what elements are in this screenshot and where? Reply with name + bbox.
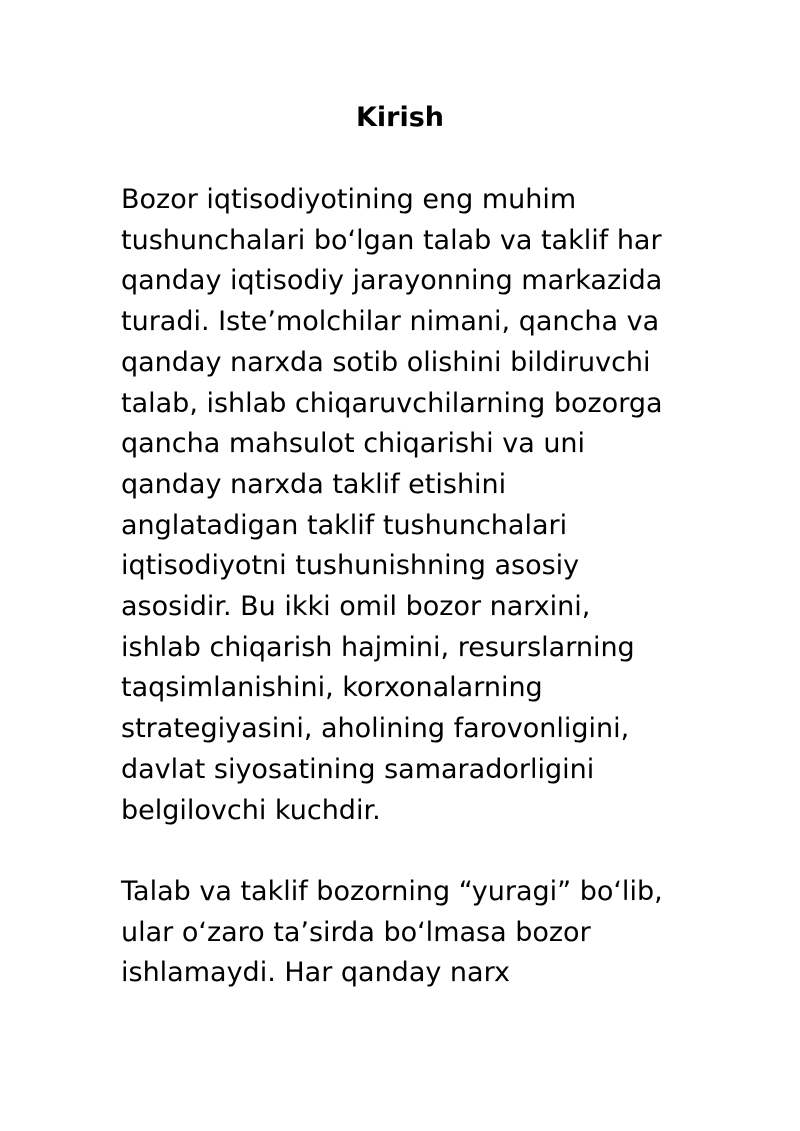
paragraph-1 [121, 180, 681, 831]
text-line: qanday iqtisodiy jarayonning markazida [121, 265, 663, 297]
paragraph-2 [121, 872, 681, 994]
text-line: turadi. Isteʼmolchilar nimani, qancha va [121, 306, 660, 338]
text-line: qanday narxda taklif etishini [121, 468, 507, 500]
paragraph-gap [121, 831, 681, 872]
text-line: taqsimlanishini, korxonalarning [121, 672, 543, 704]
page-title: Kirish [355, 102, 445, 133]
text-line: Bozor iqtisodiyotining eng muhim [121, 184, 577, 215]
text-line: asosidir. Bu ikki omil bozor narxini, [121, 591, 591, 623]
text-line: ishlamaydi. Har qanday narx [121, 957, 510, 989]
text-line: belgilovchi kuchdir. [121, 794, 381, 826]
text-line: ular oʻzaro taʼsirda boʻlmasa bozor [121, 916, 591, 948]
document-body [121, 180, 681, 994]
text-line: Talab va taklif bozorning “yuragi” boʻlib, [121, 875, 663, 907]
text-line: davlat siyosatining samaradorligini [121, 753, 595, 785]
text-line: qancha mahsulot chiqarishi va uni [121, 428, 586, 460]
text-line: ishlab chiqarish hajmini, resurslarning [121, 631, 635, 663]
text-line: qanday narxda sotib olishini bildiruvchi [121, 346, 651, 378]
text-line: talab, ishlab chiqaruvchilarning bozorga [121, 387, 663, 419]
text-line: tushunchalari boʻlgan talab va taklif har [121, 224, 662, 256]
text-line: iqtisodiyotni tushunishning asosiy [121, 550, 580, 582]
text-line: anglatadigan taklif tushunchalari [121, 509, 568, 541]
text-line: strategiyasini, aholining farovonligini, [121, 713, 630, 745]
